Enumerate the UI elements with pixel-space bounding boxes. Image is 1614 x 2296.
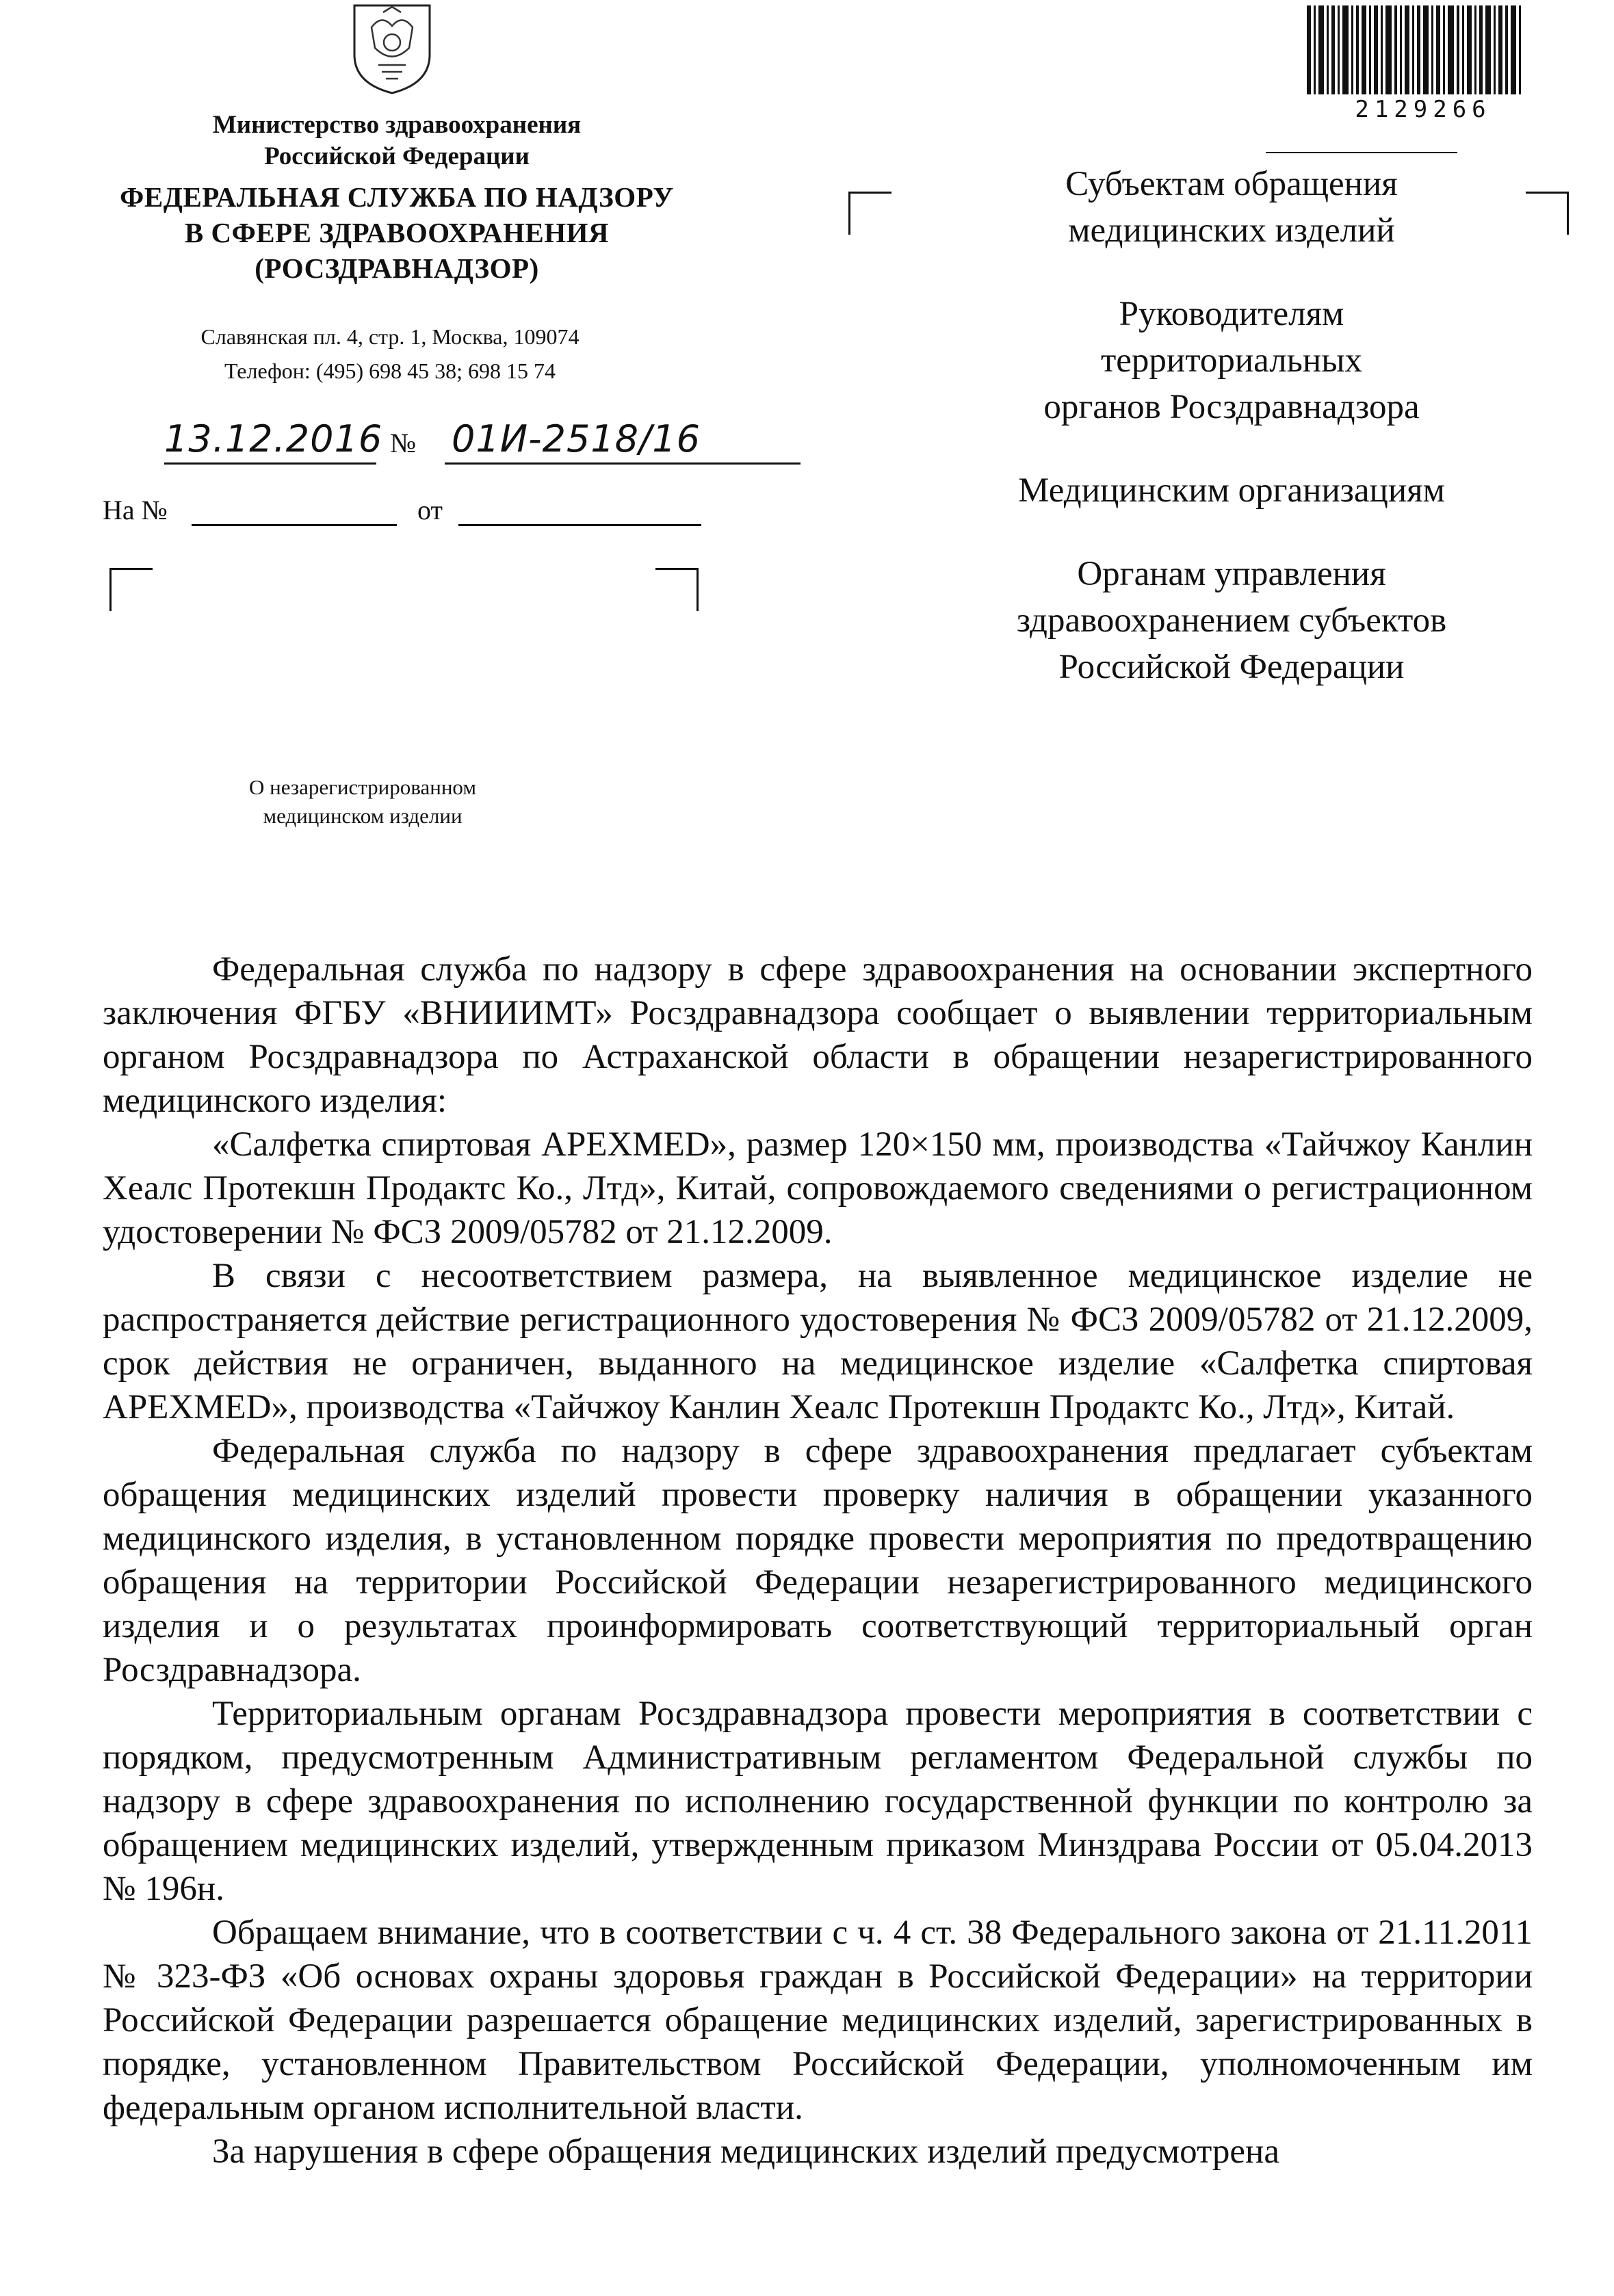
corner-mark-recipients-left [848, 192, 891, 235]
recipients-block [889, 161, 1574, 727]
recipient-4: Органам управления здравоохранением субъектов Российской Федерации [1016, 555, 1447, 686]
letter-subject: О незарегистрированном медицинском изделии [249, 775, 476, 828]
barcode [1307, 5, 1526, 94]
body-paragraph: Федеральная служба по надзору в сфере здравоохранения предлагает субъектам обращения медицинских изделий провести проверку наличия в обращении указанного медицинского изделия, в установленном порядке провести мероприятия по предотвращению обращения на территории Российской Федерации незарегистрированного медицинского изделия и о результатах проинформировать соответствующий территориальный орган Росздравнадзора. [103, 1432, 1533, 1689]
body-paragraph: Федеральная служба по надзору в сфере здравоохранения на основании экспертного заключения ФГБУ «ВНИИИМТ» Росздравнадзора сообщает о выявлении территориальным органом Росздравнадзора по Астраханской области в обращении незарегистрированного медицинского изделия: [103, 950, 1533, 1120]
service-name: ФЕДЕРАЛЬНАЯ СЛУЖБА ПО НАДЗОРУ В СФЕРЕ ЗДРАВООХРАНЕНИЯ (РОСЗДРАВНАДЗОР) [120, 181, 674, 284]
recipient-2: Руководителям территориальных органов Росздравнадзора [1043, 295, 1420, 426]
address-line: Славянская пл. 4, стр. 1, Москва, 109074 [200, 324, 580, 349]
service-address [103, 319, 677, 388]
na-label: На № [103, 495, 168, 525]
reference-line [103, 494, 718, 532]
registration-date: 13.12.2016 [164, 417, 383, 460]
recipient-3: Медицинским организациям [1018, 471, 1445, 510]
corner-mark-top-left [109, 568, 153, 611]
ministry-name: Министерство здравоохранения Российской Федерации [212, 111, 582, 170]
ot-label: от [417, 495, 443, 525]
body-paragraph: За нарушения в сфере обращения медицинских изделий предусмотрена [212, 2132, 1279, 2171]
recipient-1: Субъектам обращения медицинских изделий [1065, 165, 1398, 250]
body-paragraph: Территориальным органам Росздравнадзора провести мероприятия в соответствии с порядком, предусмотренным Административным регламентом Федеральной службы по надзору в сфере здравоохранения по исполнению государственной функции по контролю за обращением медицинских изделий, утвержденным приказом Минздрава России от 05.04.2013 № 196н. [103, 1695, 1533, 1908]
barcode-number: 2129266 [1355, 96, 1492, 123]
barcode-divider [1266, 152, 1457, 153]
registration-number: 01И-2518/16 [452, 417, 701, 460]
number-sign: № [390, 428, 417, 458]
letter-body [103, 948, 1533, 2174]
registration-line [96, 417, 848, 479]
body-paragraph: Обращаем внимание, что в соответствии с ч. 4 ст. 38 Федерального закона от 21.11.2011 № 323-ФЗ «Об основах охраны здоровья граждан в Российской Федерации» на территории Российской Федерации разрешается обращение медицинских изделий, зарегистрированных в порядке, установленном Правительством Российской Федерации, уполномоченным им федеральным органом исполнительной власти. [103, 1914, 1533, 2127]
corner-mark-top-right [655, 568, 699, 611]
coat-of-arms-emblem [341, 0, 443, 96]
body-paragraph: В связи с несоответствием размера, на выявленное медицинское изделие не распространяется действие регистрационного удостоверения № ФСЗ 2009/05782 от 21.12.2009, срок действия не ограничен, выданного на медицинское изделие «Салфетка спиртовая APEXMED», производства «Тайчжоу Канлин Хеалс Протекшн Продактс Ко., Лтд», Китай. [103, 1257, 1533, 1426]
body-paragraph: «Салфетка спиртовая APEXMED», размер 120×150 мм, производства «Тайчжоу Канлин Хеалс Протекшн Продактс Ко., Лтд», Китай, сопровождаемого сведениями о регистрационном удостоверении № ФСЗ 2009/05782 от 21.12.2009. [103, 1125, 1533, 1251]
phone-line: Телефон: (495) 698 45 38; 698 15 74 [224, 358, 556, 383]
